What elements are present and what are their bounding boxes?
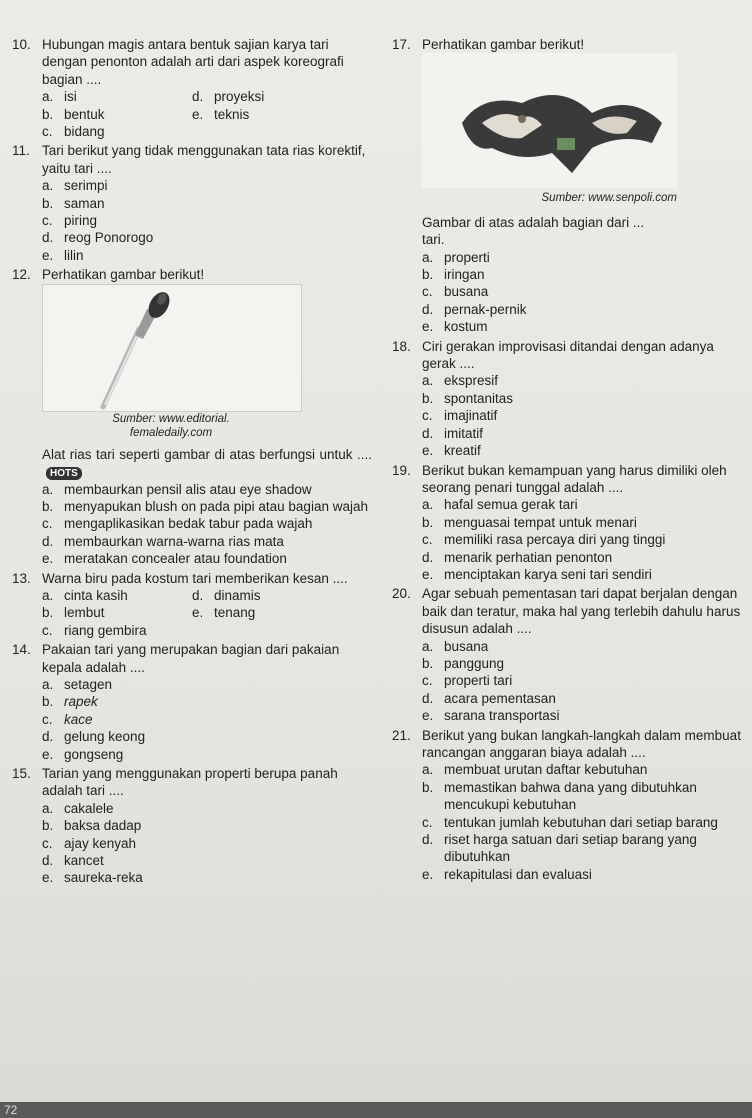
question-number: 21. — [392, 727, 411, 743]
option-letter: e. — [42, 551, 54, 567]
question-text: Warna biru pada kostum tari memberikan kesan .... — [42, 570, 348, 586]
option-letter: e. — [422, 319, 434, 335]
option-letter: b. — [422, 655, 434, 671]
option-letter: b. — [42, 694, 54, 710]
option-text: membaurkan pensil alis atau eye shadow — [64, 481, 312, 497]
option-letter: e. — [42, 247, 54, 263]
question-number: 20. — [392, 586, 411, 602]
option-text: menguasai tempat untuk menari — [444, 514, 637, 530]
question-15 — [12, 765, 372, 887]
option-text: iringan — [444, 267, 485, 283]
option-text: isi — [64, 89, 77, 105]
option-text: panggung — [444, 655, 505, 671]
option-letter: d. — [422, 301, 434, 317]
option-letter: e. — [422, 866, 434, 882]
question-number: 18. — [392, 338, 411, 354]
question-number: 10. — [12, 37, 31, 52]
option-text: properti — [444, 249, 490, 265]
wayang-icon — [422, 53, 677, 188]
question-number: 12. — [12, 267, 31, 283]
option-letter: d. — [422, 425, 434, 441]
wayang-kulit-image — [422, 53, 677, 188]
option-text: setagen — [64, 676, 113, 692]
option-letter: b. — [42, 818, 54, 834]
option-text: lilin — [64, 247, 84, 263]
option-letter: e. — [42, 746, 54, 762]
option-letter: e. — [192, 605, 204, 621]
option-text: busana — [444, 284, 489, 300]
option-text: spontanitas — [444, 390, 514, 406]
option-text: ajay kenyah — [64, 835, 137, 851]
option-text: membuat urutan daftar kebutuhan — [444, 762, 648, 778]
question-text: Perhatikan gambar berikut! — [422, 37, 585, 52]
option-text: sarana transportasi — [444, 708, 560, 724]
left-column — [12, 36, 372, 889]
option-text: kostum — [444, 319, 488, 335]
question-text: tari. — [422, 232, 445, 248]
option-text: imajinatif — [444, 408, 498, 424]
option-text: hafal semua gerak tari — [444, 497, 578, 513]
question-19 — [392, 462, 744, 584]
question-text: Gambar di atas adalah bagian dari ... — [422, 214, 645, 230]
question-text: Tarian yang menggunakan properti berupa panah adalah tari .... — [42, 766, 338, 799]
makeup-brush-image — [42, 284, 302, 412]
option-letter: e. — [422, 708, 434, 724]
question-text: Alat rias tari seperti gambar di atas berfungsi untuk .... — [42, 446, 372, 462]
option-letter: b. — [422, 514, 434, 530]
option-letter: c. — [42, 124, 53, 140]
option-text: rapek — [64, 694, 98, 710]
option-text: imitatif — [444, 425, 484, 441]
option-text: tentukan jumlah kebutuhan dari setiap barang — [444, 814, 718, 830]
option-letter: d. — [42, 533, 54, 549]
option-letter: a. — [42, 178, 54, 194]
option-letter: e. — [422, 566, 434, 582]
option-letter: a. — [422, 249, 434, 265]
option-text: cakalele — [64, 800, 114, 816]
image-source: Sumber: www.senpoli.com — [541, 192, 677, 205]
option-text: proyeksi — [214, 89, 265, 105]
option-letter: c. — [422, 408, 433, 424]
question-14 — [12, 641, 372, 763]
hots-badge: HOTS — [46, 467, 82, 480]
option-text: riset harga satuan dari setiap barang yang dibutuhkan — [444, 832, 697, 865]
question-10 — [12, 36, 372, 140]
question-12 — [12, 266, 372, 567]
question-text: Perhatikan gambar berikut! — [42, 267, 205, 283]
option-text: baksa dadap — [64, 818, 142, 834]
question-text: Berikut bukan kemampuan yang harus dimiliki oleh seorang penari tunggal adalah .... — [422, 462, 727, 495]
question-number: 11. — [12, 143, 30, 159]
option-letter: d. — [42, 729, 54, 745]
option-letter: a. — [42, 89, 54, 105]
option-letter: a. — [42, 676, 54, 692]
option-text: serimpi — [64, 178, 108, 194]
question-text: Ciri gerakan improvisasi ditandai dengan adanya gerak .... — [422, 338, 714, 372]
option-letter: b. — [42, 498, 54, 514]
option-text: menarik perhatian penonton — [444, 549, 613, 565]
question-20 — [392, 585, 744, 724]
option-letter: d. — [192, 89, 204, 105]
option-letter: c. — [42, 711, 53, 727]
option-text: dinamis — [214, 587, 261, 603]
option-letter: a. — [422, 638, 434, 654]
option-text: ekspresif — [444, 373, 499, 389]
option-text: mengaplikasikan bedak tabur pada wajah — [64, 516, 313, 532]
question-17 — [392, 36, 744, 336]
option-letter: b. — [422, 390, 434, 406]
option-text: bentuk — [64, 106, 105, 122]
question-number: 19. — [392, 462, 411, 478]
option-text: saureka-reka — [64, 870, 143, 886]
question-21 — [392, 727, 744, 884]
option-letter: b. — [42, 605, 54, 621]
option-text: teknis — [214, 106, 250, 122]
question-number: 14. — [12, 642, 31, 658]
option-letter: d. — [42, 853, 54, 869]
option-text: properti tari — [444, 673, 513, 689]
question-text: Berikut yang bukan langkah-langkah dalam membuat rancangan anggaran biaya adalah .... — [422, 727, 741, 760]
option-text: membaurkan warna-warna rias mata — [64, 533, 284, 549]
question-number: 15. — [12, 766, 31, 781]
option-text: pernak-pernik — [444, 301, 527, 317]
option-text: menyapukan blush on pada pipi atau bagian wajah — [64, 498, 368, 514]
option-letter: b. — [422, 267, 434, 283]
right-column — [392, 36, 744, 885]
option-letter: d. — [42, 230, 54, 246]
option-letter: e. — [192, 106, 204, 122]
option-text: bidang — [64, 124, 105, 140]
option-letter: b. — [422, 779, 434, 795]
option-letter: e. — [422, 443, 434, 459]
question-text: Pakaian tari yang merupakan bagian dari pakaian kepala adalah .... — [42, 642, 340, 675]
option-text: gongseng — [64, 746, 124, 762]
option-text: lembut — [64, 605, 105, 621]
option-letter: d. — [192, 587, 204, 603]
option-letter: c. — [422, 532, 433, 548]
option-text: reog Ponorogo — [64, 230, 154, 246]
option-text: acara pementasan — [444, 690, 556, 706]
option-letter: c. — [42, 213, 53, 229]
page-number: 72 — [4, 1103, 18, 1117]
option-text: memiliki rasa percaya diri yang tinggi — [444, 532, 666, 548]
option-letter: a. — [42, 800, 54, 816]
question-number: 13. — [12, 570, 31, 586]
image-source: Sumber: www.editorial. — [112, 412, 230, 425]
option-text: menciptakan karya seni tari sendiri — [444, 566, 652, 582]
option-letter: c. — [422, 814, 433, 830]
option-letter: d. — [422, 832, 434, 848]
question-text: Tari berikut yang tidak menggunakan tata rias korektif, yaitu tari .... — [42, 143, 366, 176]
question-18 — [392, 338, 744, 460]
question-number: 17. — [392, 37, 411, 52]
option-letter: b. — [42, 106, 54, 122]
image-source: femaledaily.com — [129, 426, 213, 439]
option-letter: c. — [422, 284, 433, 300]
option-text: meratakan concealer atau foundation — [64, 551, 287, 567]
option-text: riang gembira — [64, 622, 147, 638]
option-text: rekapitulasi dan evaluasi — [444, 866, 592, 882]
option-letter: c. — [42, 516, 53, 532]
question-text: Agar sebuah pementasan tari dapat berjalan dengan baik dan teratur, maka hal yang terlebih dahulu harus disusun adalah .... — [422, 586, 741, 637]
option-letter: c. — [422, 673, 433, 689]
option-letter: d. — [422, 690, 434, 706]
option-letter: d. — [422, 549, 434, 565]
option-text: kancet — [64, 853, 104, 869]
option-letter: a. — [422, 373, 434, 389]
option-letter: c. — [42, 622, 53, 638]
question-11 — [12, 142, 372, 264]
page-footer — [0, 1102, 752, 1118]
option-letter: b. — [42, 195, 54, 211]
option-text: tenang — [214, 605, 256, 621]
option-text: cinta kasih — [64, 587, 128, 603]
question-text: Hubungan magis antara bentuk sajian karya tari dengan penonton adalah arti dari aspek koreografi bagian .... — [42, 37, 344, 87]
makeup-brush-icon — [43, 285, 301, 411]
option-text: piring — [64, 213, 98, 229]
option-text: memastikan bahwa dana yang dibutuhkan mencukupi kebutuhan — [444, 779, 697, 813]
option-letter: c. — [42, 835, 53, 851]
option-letter: a. — [42, 481, 54, 497]
option-text: gelung keong — [64, 729, 146, 745]
option-letter: e. — [42, 870, 54, 886]
question-13 — [12, 570, 372, 640]
option-text: busana — [444, 638, 489, 654]
option-text: saman — [64, 195, 105, 211]
option-text: kreatif — [444, 443, 481, 459]
option-letter: a. — [422, 497, 434, 513]
option-letter: a. — [42, 587, 54, 603]
option-letter: a. — [422, 762, 434, 778]
option-text: kace — [64, 711, 93, 727]
